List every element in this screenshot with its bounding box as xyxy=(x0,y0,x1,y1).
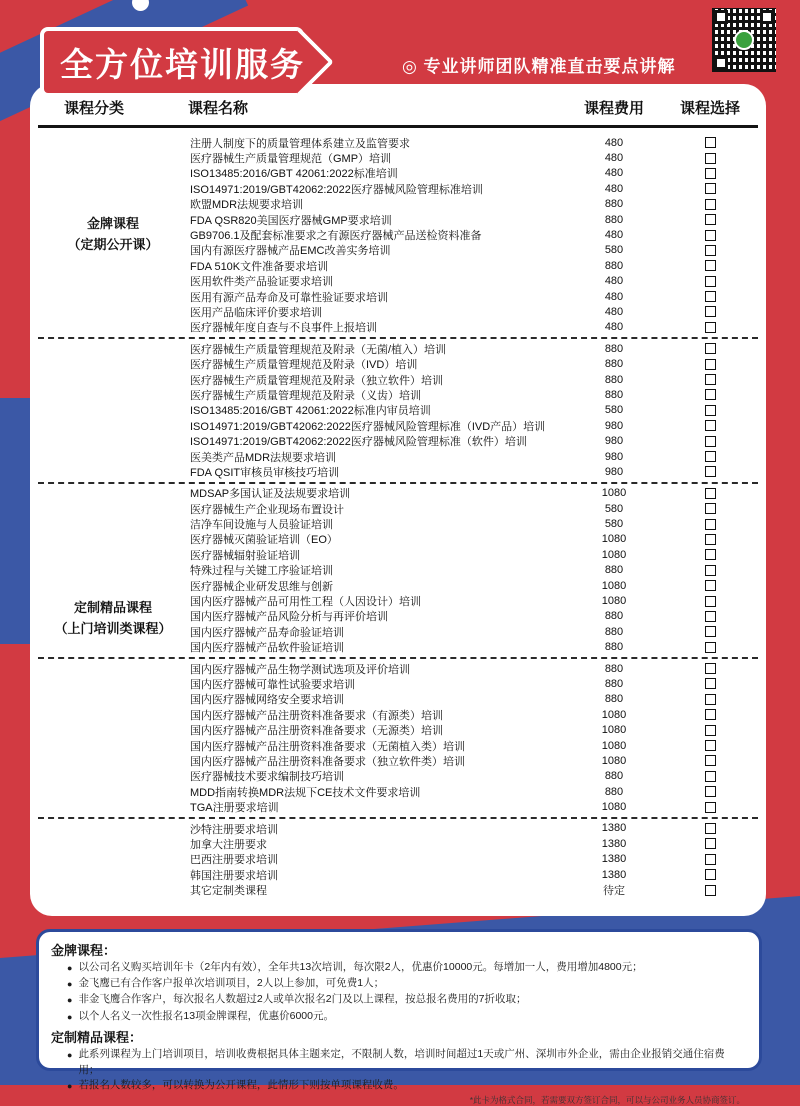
course-name: 注册人制度下的质量管理体系建立及监管要求 xyxy=(190,137,410,150)
course-checkbox[interactable] xyxy=(705,245,716,256)
table-row xyxy=(38,753,758,768)
course-fee: 1080 xyxy=(601,754,627,767)
table-row xyxy=(38,150,758,165)
course-fee: 1080 xyxy=(601,487,627,500)
course-checkbox[interactable] xyxy=(705,854,716,865)
table-row xyxy=(38,197,758,212)
course-fee: 880 xyxy=(604,358,624,371)
qr-logo-icon xyxy=(734,30,754,50)
course-select-cell xyxy=(662,611,758,622)
course-select-cell xyxy=(662,519,758,530)
course-checkbox[interactable] xyxy=(705,214,716,225)
table-row xyxy=(38,258,758,273)
course-name: 洁净车间设施与人员验证培训 xyxy=(190,519,333,532)
course-name: 特殊过程与关键工序验证培训 xyxy=(190,565,333,578)
course-select-cell xyxy=(662,642,758,653)
course-name: TGA注册要求培训 xyxy=(190,802,279,815)
course-select-cell xyxy=(662,322,758,333)
table-row xyxy=(38,356,758,371)
notes-section-title: 定制精品课程： xyxy=(51,1029,143,1045)
course-name: 医疗器械生产企业现场布置设计 xyxy=(190,503,344,516)
course-name: MDD指南转换MDR法规下CE技术文件要求培训 xyxy=(190,786,421,799)
course-checkbox[interactable] xyxy=(705,436,716,447)
table-row xyxy=(38,289,758,304)
course-name: 国内医疗器械产品软件验证培训 xyxy=(190,642,344,655)
course-name: 国内医疗器械产品寿命验证培训 xyxy=(190,626,344,639)
table-row xyxy=(38,640,758,655)
course-name: 沙特注册要求培训 xyxy=(190,823,278,836)
note-bullet-text: 金飞鹰已有合作客户报单次培训项目，2人以上参加，可免费1人； xyxy=(78,977,385,990)
course-name: ISO14971:2019/GBT42062:2022医疗器械风险管理标准（IVD产品）培训 xyxy=(190,420,546,433)
course-checkbox[interactable] xyxy=(705,663,716,674)
course-select-cell xyxy=(662,854,758,865)
course-fee: 580 xyxy=(604,518,624,531)
course-select-cell xyxy=(662,214,758,225)
table-row xyxy=(38,433,758,448)
course-checkbox[interactable] xyxy=(705,488,716,499)
course-select-cell xyxy=(662,709,758,720)
course-select-cell xyxy=(662,549,758,560)
bullet-icon: ● xyxy=(67,1049,73,1060)
course-select-cell xyxy=(662,694,758,705)
course-checkbox[interactable] xyxy=(705,786,716,797)
table-row xyxy=(38,418,758,433)
table-row xyxy=(38,135,758,150)
course-name: 国内医疗器械产品注册资料准备要求（独立软件类）培训 xyxy=(190,755,465,768)
course-name: 医疗器械生产质量管理规范（GMP）培训 xyxy=(190,153,392,166)
course-checkbox[interactable] xyxy=(705,466,716,477)
course-fee: 880 xyxy=(604,785,624,798)
notes-section-title: 金牌课程： xyxy=(51,943,117,958)
course-name: 医疗器械企业研发思维与创新 xyxy=(190,580,333,593)
table-row xyxy=(38,449,758,464)
course-name: 国内医疗器械产品风险分析与再评价培训 xyxy=(190,611,388,624)
course-name: 欧盟MDR法规要求培训 xyxy=(190,199,304,212)
note-bullet-text: 以公司名义购买培训年卡（2年内有效），全年共13次培训，每次限2人，优惠价10000元。每增加一人，费用增加4800元； xyxy=(78,961,643,973)
course-checkbox[interactable] xyxy=(705,580,716,591)
course-checkbox[interactable] xyxy=(705,405,716,416)
column-header-name: 课程名称 xyxy=(188,100,249,117)
course-name: 其它定制类课程 xyxy=(190,885,267,898)
row-group xyxy=(38,659,758,819)
table-row xyxy=(38,563,758,578)
note-bullet-item xyxy=(51,960,745,976)
table-row xyxy=(38,341,758,356)
course-name: 医用软件类产品验证要求培训 xyxy=(190,276,333,289)
course-fee: 580 xyxy=(604,244,624,257)
course-checkbox[interactable] xyxy=(705,137,716,148)
course-fee: 1380 xyxy=(601,853,627,866)
course-checkbox[interactable] xyxy=(705,183,716,194)
column-header-fee: 课程费用 xyxy=(583,100,644,117)
table-row xyxy=(38,304,758,319)
blue-left-block xyxy=(0,398,34,644)
course-checkbox[interactable] xyxy=(705,291,716,302)
page-title: 全方位培训服务 xyxy=(60,45,305,83)
course-fee: 480 xyxy=(604,152,624,165)
course-name: 国内医疗器械产品可用性工程（人因设计）培训 xyxy=(190,596,421,609)
course-fee: 480 xyxy=(604,229,624,242)
note-bullet-item xyxy=(51,976,745,992)
course-checkbox[interactable] xyxy=(705,451,716,462)
course-fee: 480 xyxy=(604,305,624,318)
course-select-cell xyxy=(662,755,758,766)
qr-finder-icon xyxy=(714,56,728,70)
course-select-cell xyxy=(662,885,758,896)
course-select-cell xyxy=(662,678,758,689)
course-name: FDA QSR820美国医疗器械GMP要求培训 xyxy=(190,214,392,227)
course-name: ISO13485:2016/GBT 42061:2022标准培训 xyxy=(190,168,398,181)
course-select-cell xyxy=(662,488,758,499)
course-fee: 580 xyxy=(604,404,624,417)
category-label xyxy=(38,599,188,641)
course-name: 国内医疗器械产品生物学测试选项及评价培训 xyxy=(190,663,410,676)
course-name: 医疗器械灭菌验证培训（EO） xyxy=(190,534,338,547)
course-select-cell xyxy=(662,405,758,416)
course-fee: 880 xyxy=(604,625,624,638)
table-row xyxy=(38,320,758,335)
course-checkbox[interactable] xyxy=(705,549,716,560)
column-header-category: 课程分类 xyxy=(64,100,125,117)
course-fee: 1380 xyxy=(601,837,627,850)
course-select-cell xyxy=(662,291,758,302)
table-row xyxy=(38,387,758,402)
bullet-icon: ● xyxy=(67,1011,73,1022)
table-row xyxy=(38,464,758,479)
course-checkbox[interactable] xyxy=(705,838,716,849)
table-row xyxy=(38,181,758,196)
table-row xyxy=(38,738,758,753)
course-checkbox[interactable] xyxy=(705,771,716,782)
course-fee: 480 xyxy=(604,321,624,334)
course-fee: 880 xyxy=(604,388,624,401)
table-row xyxy=(38,784,758,799)
course-checkbox[interactable] xyxy=(705,611,716,622)
course-name: 医用产品临床评价要求培训 xyxy=(190,307,322,319)
course-checkbox[interactable] xyxy=(705,755,716,766)
table-row xyxy=(38,852,758,867)
course-checkbox[interactable] xyxy=(705,306,716,317)
course-select-cell xyxy=(662,802,758,813)
page-subtitle: ◎ 专业讲师团队精准直击要点讲解 xyxy=(402,57,676,76)
course-fee: 1080 xyxy=(601,739,627,752)
notes-panel xyxy=(36,929,762,1106)
course-checkbox[interactable] xyxy=(705,694,716,705)
course-select-cell xyxy=(662,740,758,751)
course-fee: 1080 xyxy=(601,708,627,721)
course-fee: 待定 xyxy=(603,885,625,898)
course-fee: 1080 xyxy=(601,801,627,814)
course-select-cell xyxy=(662,626,758,637)
course-select-cell xyxy=(662,534,758,545)
course-checkbox[interactable] xyxy=(705,519,716,530)
course-name: 医疗器械生产质量管理规范及附录（无菌/植入）培训 xyxy=(190,343,447,356)
qr-code xyxy=(712,8,776,72)
course-checkbox[interactable] xyxy=(705,885,716,896)
course-select-cell xyxy=(662,436,758,447)
category-line: 金牌课程 xyxy=(86,216,139,232)
course-select-cell xyxy=(662,838,758,849)
course-checkbox[interactable] xyxy=(705,869,716,880)
course-name: 医疗器械年度自查与不良事件上报培训 xyxy=(190,322,377,335)
course-fee: 1380 xyxy=(601,868,627,881)
course-select-cell xyxy=(662,245,758,256)
course-checkbox[interactable] xyxy=(705,642,716,653)
note-bullet-item xyxy=(51,992,745,1008)
title-tag xyxy=(40,27,304,97)
course-checkbox[interactable] xyxy=(705,322,716,333)
course-checkbox[interactable] xyxy=(705,503,716,514)
course-fee: 880 xyxy=(604,662,624,675)
course-select-cell xyxy=(662,580,758,591)
course-name: 巴西注册要求培训 xyxy=(190,854,278,867)
course-checkbox[interactable] xyxy=(705,802,716,813)
course-checkbox[interactable] xyxy=(705,740,716,751)
course-name: MDSAP多国认证及法规要求培训 xyxy=(190,488,351,501)
course-fee: 1080 xyxy=(601,533,627,546)
course-select-cell xyxy=(662,786,758,797)
table-row xyxy=(38,769,758,784)
row-group xyxy=(38,339,758,484)
table-row xyxy=(38,166,758,181)
bullet-icon: ● xyxy=(67,1081,73,1092)
course-fee: 1080 xyxy=(601,724,627,737)
course-fee: 880 xyxy=(604,342,624,355)
course-select-cell xyxy=(662,306,758,317)
bullet-icon: ● xyxy=(67,979,73,990)
table-row xyxy=(38,836,758,851)
course-fee: 980 xyxy=(604,419,624,432)
course-select-cell xyxy=(662,823,758,834)
course-fee: 880 xyxy=(604,677,624,690)
course-select-cell xyxy=(662,503,758,514)
course-table-panel xyxy=(30,84,766,916)
category-line: （定期公开课） xyxy=(67,237,159,253)
course-fee: 480 xyxy=(604,182,624,195)
course-fee: 880 xyxy=(604,641,624,654)
table-row xyxy=(38,676,758,691)
course-select-cell xyxy=(662,343,758,354)
course-checkbox[interactable] xyxy=(705,626,716,637)
category-line: 定制精品课程 xyxy=(73,600,152,616)
table-row xyxy=(38,799,758,814)
course-fee: 480 xyxy=(604,275,624,288)
course-checkbox[interactable] xyxy=(705,153,716,164)
course-fee: 880 xyxy=(604,770,624,783)
course-fee: 1380 xyxy=(601,822,627,835)
course-select-cell xyxy=(662,137,758,148)
course-fee: 980 xyxy=(604,450,624,463)
course-checkbox[interactable] xyxy=(705,534,716,545)
table-row xyxy=(38,516,758,531)
table-row xyxy=(38,578,758,593)
table-row xyxy=(38,274,758,289)
course-fee: 480 xyxy=(604,136,624,149)
course-checkbox[interactable] xyxy=(705,260,716,271)
course-name: 医疗器械生产质量管理规范及附录（IVD）培训 xyxy=(190,359,418,372)
course-checkbox[interactable] xyxy=(705,374,716,385)
notes-content xyxy=(51,940,745,1094)
course-name: 加拿大注册要求 xyxy=(190,838,267,851)
note-bullet-item xyxy=(51,1047,745,1079)
table-row xyxy=(38,722,758,737)
table-row xyxy=(38,403,758,418)
course-fee: 580 xyxy=(604,502,624,515)
course-select-cell xyxy=(662,359,758,370)
course-select-cell xyxy=(662,276,758,287)
course-checkbox[interactable] xyxy=(705,678,716,689)
course-name: 国内医疗器械可靠性试验要求培训 xyxy=(190,678,355,691)
course-name: 韩国注册要求培训 xyxy=(190,869,278,882)
course-select-cell xyxy=(662,230,758,241)
course-checkbox[interactable] xyxy=(705,565,716,576)
course-checkbox[interactable] xyxy=(705,168,716,179)
course-checkbox[interactable] xyxy=(705,823,716,834)
course-name: 医疗器械技术要求编制技巧培训 xyxy=(190,771,344,784)
course-name: 国内医疗器械产品注册资料准备要求（无源类）培训 xyxy=(190,725,443,738)
course-name: ISO13485:2016/GBT 42061:2022标准内审员培训 xyxy=(190,405,431,418)
row-group xyxy=(38,819,758,900)
course-select-cell xyxy=(662,663,758,674)
note-bullet-item xyxy=(51,1009,745,1025)
course-fee: 480 xyxy=(604,290,624,303)
course-fee: 980 xyxy=(604,435,624,448)
note-bullet-text: 此系列课程为上门培训项目，培训收费根据具体主题来定，不限制人数，培训时间超过1天或广州、深圳市外企业，需由企业报销交通住宿费用； xyxy=(78,1047,725,1076)
course-fee: 480 xyxy=(604,167,624,180)
course-name: 医美类产品MDR法规要求培训 xyxy=(190,451,337,464)
course-name: ISO14971:2019/GBT42062:2022医疗器械风险管理标准（软件）培训 xyxy=(190,436,527,449)
course-fee: 880 xyxy=(604,213,624,226)
bullet-icon: ● xyxy=(67,995,73,1006)
table-row xyxy=(38,501,758,516)
course-name: 医疗器械生产质量管理规范及附录（独立软件）培训 xyxy=(190,374,443,387)
course-checkbox[interactable] xyxy=(705,199,716,210)
contract-footnote: *此卡为格式合同，若需要双方签订合同，可以与公司业务人员协商签订。 xyxy=(469,1095,745,1106)
table-row xyxy=(38,547,758,562)
course-fee: 1080 xyxy=(601,579,627,592)
table-row xyxy=(38,882,758,897)
course-fee: 880 xyxy=(604,373,624,386)
course-select-cell xyxy=(662,153,758,164)
course-name: FDA QSIT审核员审核技巧培训 xyxy=(190,466,340,479)
course-checkbox[interactable] xyxy=(705,596,716,607)
course-select-cell xyxy=(662,596,758,607)
category-line: （上门培训类课程） xyxy=(54,621,172,637)
course-name: 医疗器械辐射验证培训 xyxy=(190,549,300,562)
course-checkbox[interactable] xyxy=(705,420,716,431)
course-select-cell xyxy=(662,260,758,271)
table-row xyxy=(38,821,758,836)
course-checkbox[interactable] xyxy=(705,389,716,400)
course-select-cell xyxy=(662,374,758,385)
course-select-cell xyxy=(662,389,758,400)
category-label xyxy=(38,214,188,256)
course-name: ISO14971:2019/GBT42062:2022医疗器械风险管理标准培训 xyxy=(190,183,483,196)
bullet-icon: ● xyxy=(67,963,73,973)
course-select-cell xyxy=(662,725,758,736)
note-bullet-text: 若报名人数较多，可以转换为公开课程，此情形下则按单项课程收费。 xyxy=(78,1079,404,1092)
course-name: 国内医疗器械网络安全要求培训 xyxy=(190,694,344,707)
course-select-cell xyxy=(662,168,758,179)
course-name: 国内有源医疗器械产品EMC改善实务培训 xyxy=(190,245,391,258)
course-fee: 880 xyxy=(604,564,624,577)
course-name: FDA 510K文件准备要求培训 xyxy=(190,260,329,273)
table-row xyxy=(38,532,758,547)
course-select-cell xyxy=(662,199,758,210)
table-section xyxy=(38,133,758,337)
course-checkbox[interactable] xyxy=(705,343,716,354)
table-row xyxy=(38,486,758,501)
course-name: 医疗器械生产质量管理规范及附录（义齿）培训 xyxy=(190,389,421,402)
course-select-cell xyxy=(662,451,758,462)
qr-finder-icon xyxy=(760,10,774,24)
column-header-select: 课程选择 xyxy=(679,100,740,117)
course-checkbox[interactable] xyxy=(705,230,716,241)
course-select-cell xyxy=(662,565,758,576)
course-checkbox[interactable] xyxy=(705,709,716,720)
course-select-cell xyxy=(662,420,758,431)
course-fee: 1080 xyxy=(601,548,627,561)
table-row xyxy=(38,372,758,387)
note-bullet-text: 非金飞鹰合作客户，每次报名人数超过2人或单次报名2门及以上课程，按总报名费用的7折收取； xyxy=(78,993,527,1006)
table-row xyxy=(38,707,758,722)
course-name: GB9706.1及配套标准要求之有源医疗器械产品送检资料准备 xyxy=(190,230,482,243)
note-bullet-text: 以个人名义一次性报名13项金牌课程，优惠价6000元。 xyxy=(78,1009,334,1022)
table-section xyxy=(38,337,758,900)
course-fee: 880 xyxy=(604,693,624,706)
course-name: 医用有源产品寿命及可靠性验证要求培训 xyxy=(190,291,388,304)
course-select-cell xyxy=(662,869,758,880)
course-select-cell xyxy=(662,771,758,782)
note-bullet-item xyxy=(51,1078,745,1094)
course-checkbox[interactable] xyxy=(705,276,716,287)
table-row xyxy=(38,867,758,882)
course-fee: 1080 xyxy=(601,595,627,608)
course-name: 国内医疗器械产品注册资料准备要求（有源类）培训 xyxy=(190,709,443,722)
course-fee: 880 xyxy=(604,198,624,211)
course-checkbox[interactable] xyxy=(705,359,716,370)
table-row xyxy=(38,661,758,676)
course-select-cell xyxy=(662,466,758,477)
course-select-cell xyxy=(662,183,758,194)
qr-finder-icon xyxy=(714,10,728,24)
course-checkbox[interactable] xyxy=(705,725,716,736)
table-body xyxy=(38,128,758,900)
course-name: 国内医疗器械产品注册资料准备要求（无菌植入类）培训 xyxy=(190,740,465,753)
table-row xyxy=(38,692,758,707)
course-fee: 880 xyxy=(604,610,624,623)
course-fee: 880 xyxy=(604,259,624,272)
course-fee: 980 xyxy=(604,465,624,478)
